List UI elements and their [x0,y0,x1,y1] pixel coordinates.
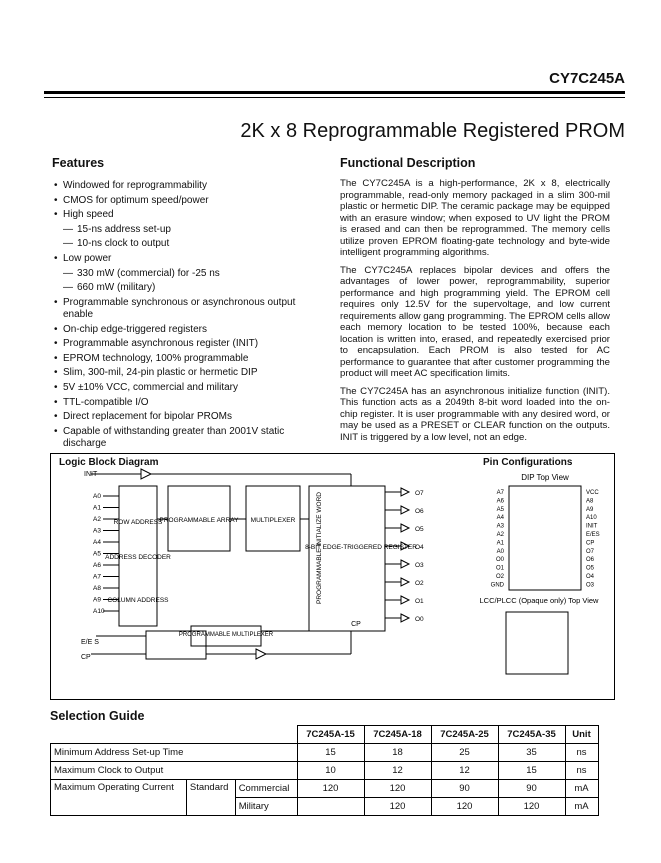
initialize-word-label: PROGRAMMABLE INITIALIZE WORD [316,492,323,604]
dip-pin-label: O7 [586,548,595,555]
table-cell: 120 [498,798,565,816]
dip-pin-label: A3 [496,523,504,530]
output-label: O3 [415,562,424,569]
address-pin-label: A8 [93,585,101,592]
features-heading: Features [52,156,105,170]
row-sublabel: Standard [186,780,235,816]
feature-item: • Programmable synchronous or asynchronous output enable [52,297,302,321]
table-cell: 15 [297,744,364,762]
dip-pin-label: A1 [496,540,504,547]
lcc-package [506,612,568,674]
table-cell: 18 [364,744,431,762]
feature-item: • Programmable asynchronous register (INIT) [52,338,302,350]
row-label: Maximum Clock to Output [51,762,298,780]
table-cell: 25 [431,744,498,762]
output-label: O1 [415,598,424,605]
feature-item: • EPROM technology, 100% programmable [52,353,302,365]
feature-item: — 330 mW (commercial) for -25 ns [52,268,302,280]
table-row [51,780,599,798]
selection-table [50,725,599,816]
header-rule [44,91,625,94]
ee-label: E/E S [81,639,99,646]
dip-pin-label: O0 [495,557,504,564]
address-pin-label: A9 [93,596,101,604]
table-cell: 15 [498,762,565,780]
pin-config-title: Pin Configurations [483,457,573,468]
dip-pin-label: O6 [586,557,595,564]
table-row [51,762,599,780]
dip-pin-label: A4 [496,515,504,522]
output-label: O6 [415,508,424,515]
feature-item: • Slim, 300-mil, 24-pin plastic or hermetic DIP [52,367,302,379]
feature-item: • Windowed for reprogrammability [52,180,302,192]
features-list [52,180,302,450]
feature-item: • Capable of withstanding greater than 2001V static discharge [52,426,302,450]
array-label: PROGRAMMABLE ARRAY [159,517,239,524]
register-label: 8-BIT EDGE-TRIGGERED REGISTER [305,544,417,551]
output-buffer [401,614,409,622]
cp-input-label: CP [81,654,91,661]
address-decoder-label: ADDRESS DECODER [105,554,171,561]
dip-pin-label: INIT [586,523,598,530]
logic-block-title: Logic Block Diagram [59,457,159,468]
output-label: O4 [415,544,424,551]
output-buffer [401,578,409,586]
address-pin-label: A7 [93,573,101,581]
feature-item: • 5V ±10% VCC, commercial and military [52,382,302,394]
dip-pin-label: O2 [495,574,504,580]
dip-pin-label: A10 [586,515,597,522]
dip-pin-label: A0 [496,548,504,555]
address-pin-label: A5 [93,550,101,558]
output-label: O0 [415,616,424,623]
output-buffer [401,560,409,568]
address-pin-label: A6 [93,562,101,569]
table-row [51,744,599,762]
column-header: 7C245A-18 [364,726,431,744]
table-cell: 12 [364,762,431,780]
table-cell: 35 [498,744,565,762]
dip-pin-label: A2 [496,532,504,538]
part-number: CY7C245A [549,70,625,87]
dip-pin-label: A5 [496,506,504,513]
table-cell: 120 [364,780,431,798]
row-sublabel: Military [235,798,297,816]
functional-heading: Functional Description [340,156,476,170]
dip-pin-label: A8 [586,498,594,505]
feature-item: — 10-ns clock to output [52,238,302,250]
feature-item: • Direct replacement for bipolar PROMs [52,411,302,423]
row-label: Maximum Operating Current [51,780,187,816]
table-cell: 12 [431,762,498,780]
table-cell: 120 [431,798,498,816]
header-rule-thin [44,97,625,98]
paragraph: The CY7C245A is a high-performance, 2K x 8, electrically programmable, read-only memory packaged in a slim 300-mil plastic or hermetic DIP. The ceramic package may be equipped with an erasure window; when exposed to UV light the PROM is erased and can then be reprogrammed. The memory cells utilize proven EPROM floating-gate technology and byte-wide intelligent programming algorithms. [340,178,610,258]
address-pin-label: A10 [93,608,105,615]
dip-pin-label: A7 [496,490,504,496]
output-buffer [401,524,409,532]
output-label: O7 [415,490,424,497]
selection-guide-heading: Selection Guide [50,709,145,723]
column-header: 7C245A-25 [431,726,498,744]
table-cell: 120 [364,798,431,816]
table-cell: ns [565,762,598,780]
dip-pin-label: GND [490,582,504,589]
dip-title: DIP Top View [521,473,569,482]
table-cell: ns [565,744,598,762]
dip-pin-label: O5 [586,565,595,572]
dip-pin-label: A6 [496,498,504,505]
table-cell: 90 [431,780,498,798]
paragraph: The CY7C245A replaces bipolar devices and offers the advantages of lower power, reprogrammability, superior performance and high programming yield. The EPROM cell requires only 12.5V for the supervoltage, and low current requirements allow gang programming. The EPROM cells allow each memory location to be tested 100%, because each location is written into, erased, and repeatedly exercised prior to encapsulation. Each PROM is also tested for AC performance to guarantee that after customer programming the product will meet AC specification limits. [340,264,610,379]
table-cell: 90 [498,780,565,798]
address-pin-label: A2 [93,516,101,523]
table-cell: mA [565,780,598,798]
row-label: Minimum Address Set-up Time [51,744,298,762]
feature-item: — 15-ns address set-up [52,224,302,236]
dip-package [509,486,581,590]
output-buffer [401,596,409,604]
multiplexer-label: MULTIPLEXER [250,517,296,524]
feature-item: • TTL-compatible I/O [52,397,302,409]
paragraph: The CY7C245A has an asynchronous initialize function (INIT). This function acts as a 2049th 8-bit word loaded into the on-chip register. It is user programmable with any desired word, or may be used as a PRESET or CLEAR function on the outputs. INIT is triggered by a low level, not an edge. [340,385,610,443]
output-label: O5 [415,526,424,533]
document-title: 2K x 8 Reprogrammable Registered PROM [240,120,625,142]
output-label: O2 [415,580,424,587]
row-sublabel: Commercial [235,780,297,798]
address-pin-label: A0 [93,493,101,500]
features-section [52,156,302,453]
feature-item: • On-chip edge-triggered registers [52,324,302,336]
address-pin-label: A1 [93,504,101,512]
programmable-mux-label: PROGRAMMABLE MULTIPLEXER [178,632,274,638]
dip-pin-label: O4 [586,574,595,580]
feature-item: • CMOS for optimum speed/power [52,195,302,207]
lcc-title: LCC/PLCC (Opaque only) Top View [479,596,599,605]
feature-item: • Low power [52,253,302,265]
column-address-label: COLUMN ADDRESS [107,597,169,604]
diagram-box [50,453,615,700]
functional-description [340,156,610,449]
cp-label: CP [351,621,361,628]
column-header: 7C245A-35 [498,726,565,744]
table-cell [297,798,364,816]
feature-item: • High speed [52,209,302,221]
dip-pin-label: O1 [495,565,504,572]
dip-pin-label: CP [586,540,595,547]
table-cell: mA [565,798,598,816]
column-header: Unit [565,726,598,744]
dip-pin-label: O3 [586,582,595,589]
dip-pin-label: A9 [586,506,594,513]
address-pin-label: A4 [93,539,101,546]
table-cell: 10 [297,762,364,780]
init-label: INIT [84,471,98,478]
column-header: 7C245A-15 [297,726,364,744]
dip-pin-label: E/ES [586,532,600,538]
row-address-label: ROW ADDRESS [113,519,163,526]
dip-pin-label: VCC [586,490,599,496]
output-buffer [401,488,409,496]
address-pin-label: A3 [93,527,101,535]
output-buffer [401,506,409,514]
feature-item: — 660 mW (military) [52,282,302,294]
logic-block-diagram [51,454,614,699]
table-cell: 120 [297,780,364,798]
